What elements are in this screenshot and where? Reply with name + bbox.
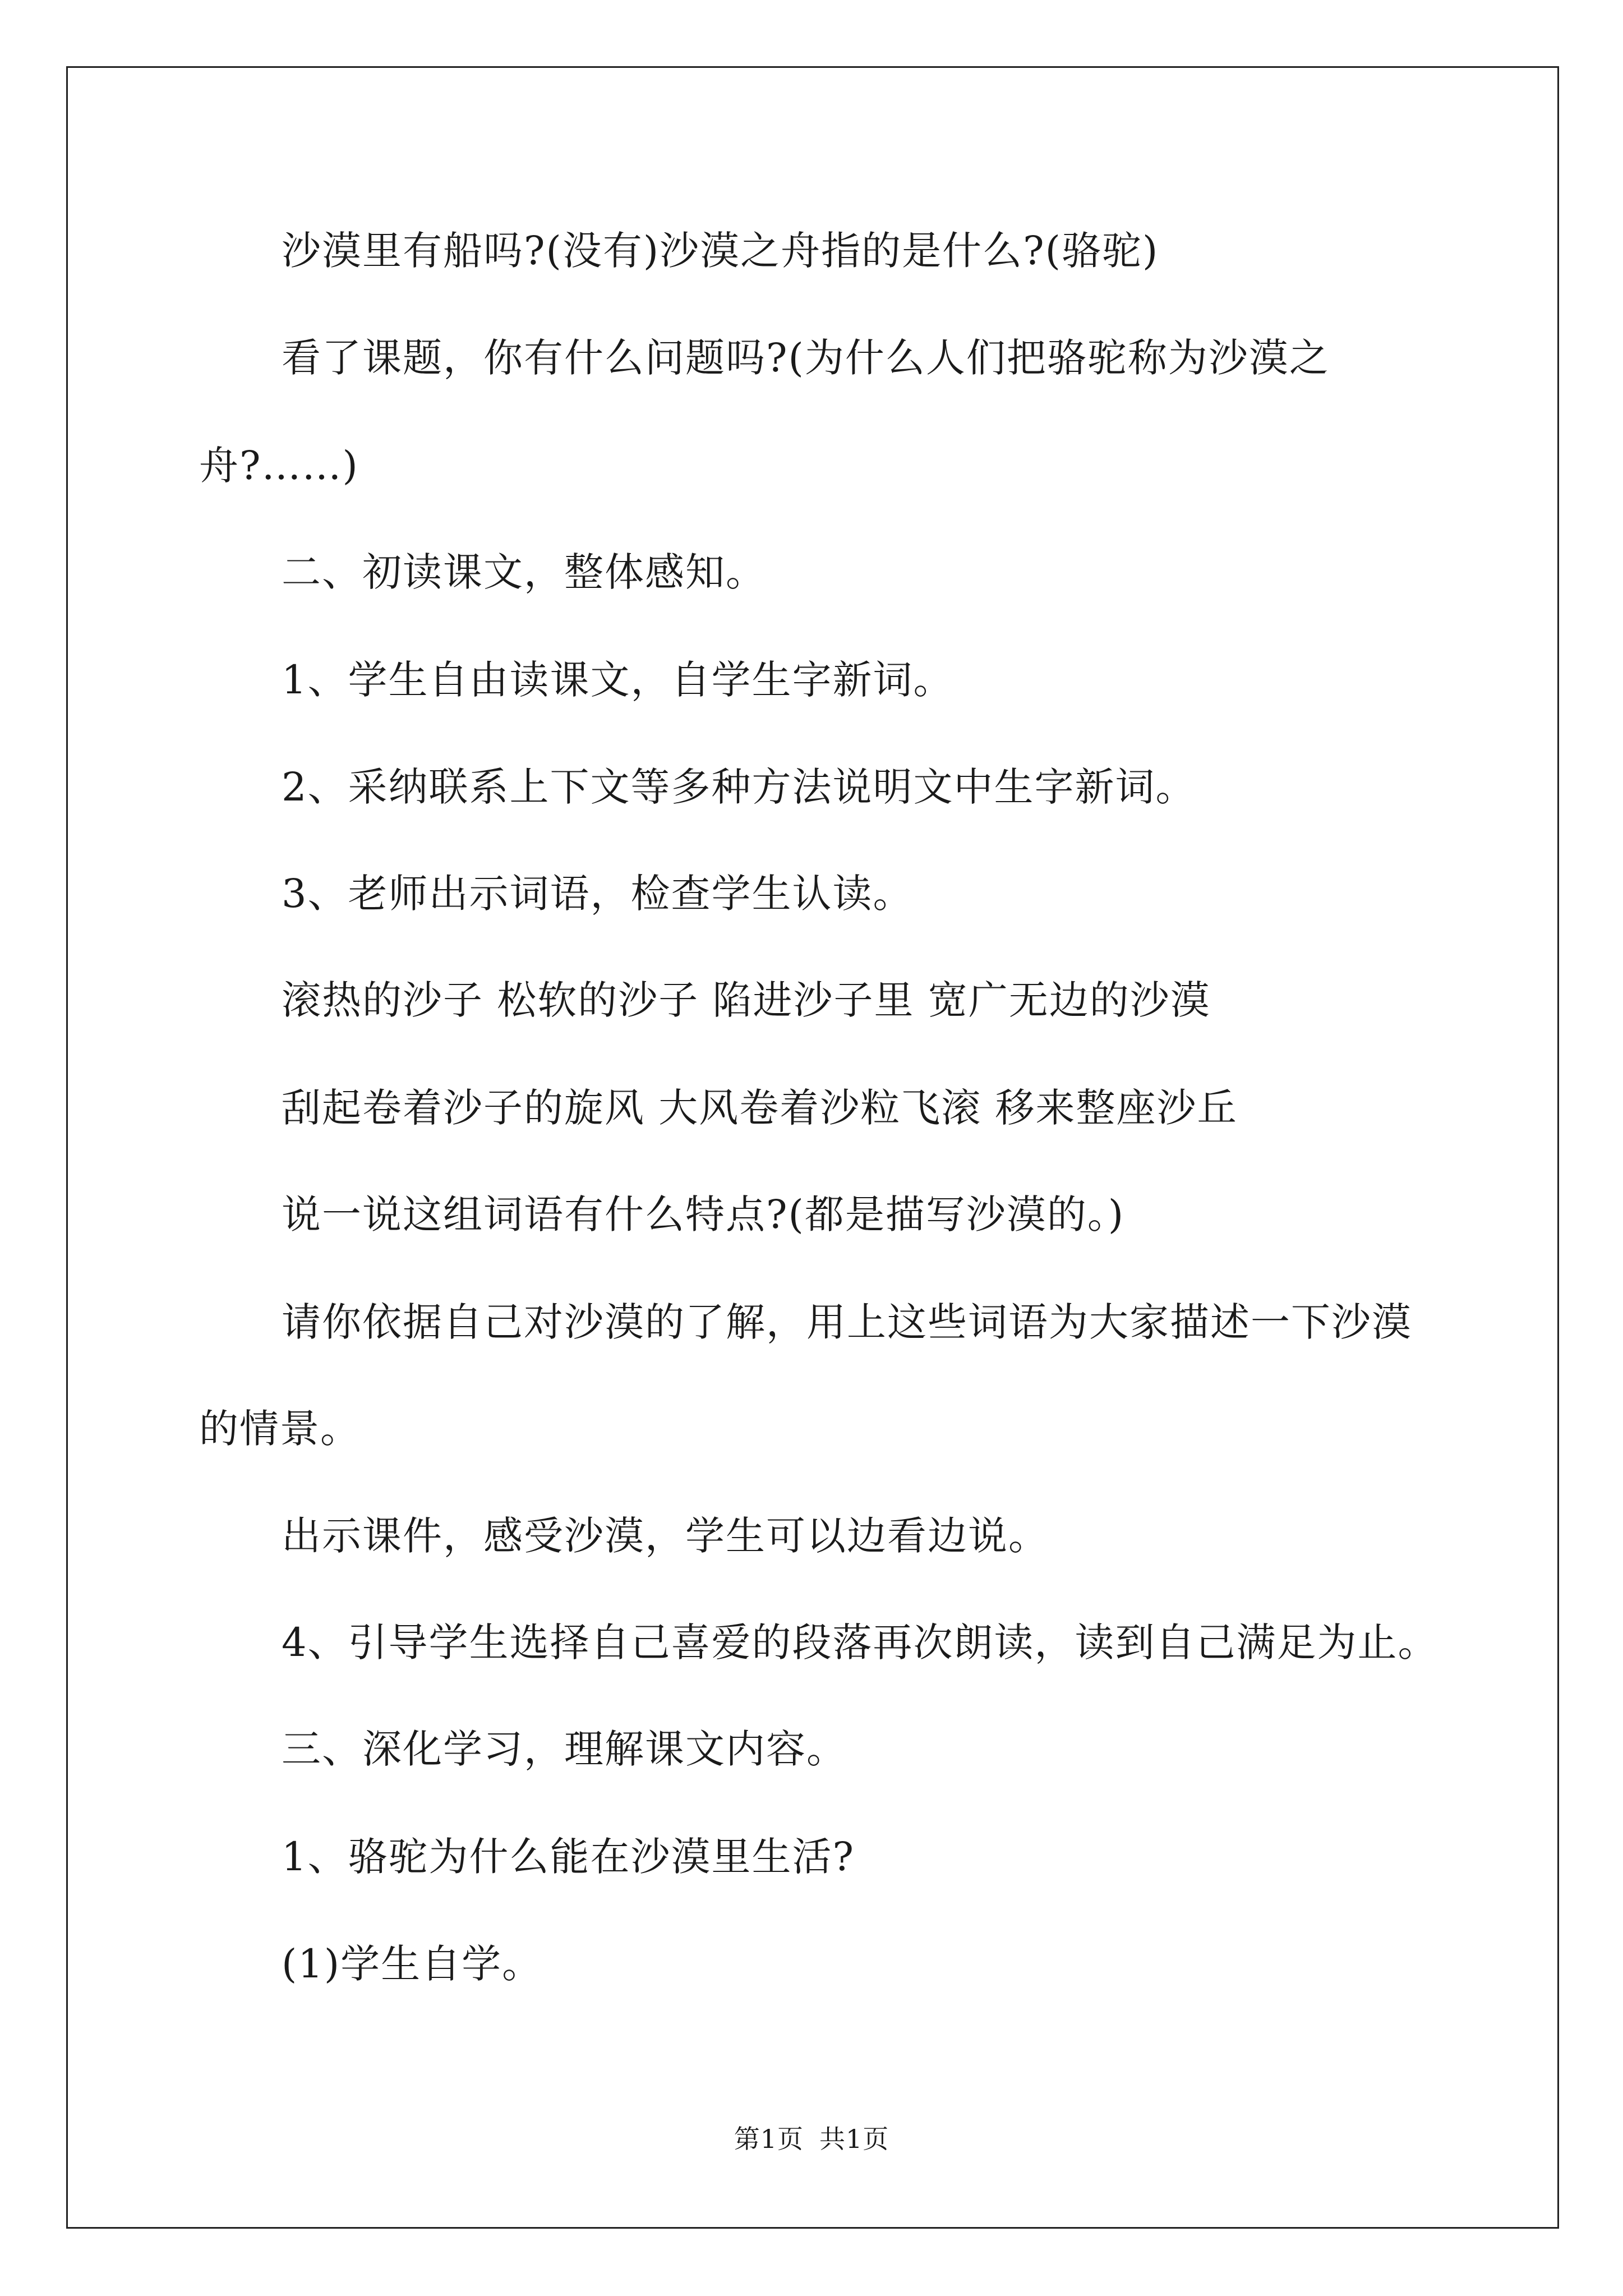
text-line: 出示课件，感受沙漠，学生可以边看边说。 — [282, 1513, 1049, 1559]
section-heading: 二、初读课文，整体感知。 — [282, 549, 766, 595]
text-line: 1、学生自由读课文，自学生字新词。 — [282, 657, 954, 703]
text-line: 3、老师出示词语，检查学生认读。 — [282, 871, 914, 917]
text-line: 4、引导学生选择自己喜爱的段落再次朗读，读到自己满足为止。 — [282, 1619, 1438, 1665]
page-border — [66, 66, 1559, 2229]
page-number: 第1页 — [734, 2124, 804, 2154]
text-line: (1)学生自学。 — [282, 1941, 543, 1987]
text-line: 舟?……) — [199, 443, 359, 489]
text-line: 滚热的沙子 松软的沙子 陷进沙子里 宽广无边的沙漠 — [282, 977, 1211, 1023]
text-line: 1、骆驼为什么能在沙漠里生活? — [282, 1834, 855, 1880]
page-footer — [0, 2126, 1623, 2152]
text-line: 2、采纳联系上下文等多种方法说明文中生字新词。 — [282, 764, 1196, 810]
page-total: 共1页 — [819, 2124, 889, 2154]
section-heading: 三、深化学习，理解课文内容。 — [282, 1726, 847, 1772]
text-line: 的情景。 — [199, 1406, 361, 1452]
text-line: 刮起卷着沙子的旋风 大风卷着沙粒飞滚 移来整座沙丘 — [282, 1085, 1238, 1131]
text-line: 看了课题，你有什么问题吗?(为什么人们把骆驼称为沙漠之 — [282, 335, 1330, 381]
text-line: 请你依据自己对沙漠的了解，用上这些词语为大家描述一下沙漠 — [282, 1299, 1412, 1345]
text-line: 沙漠里有船吗?(没有)沙漠之舟指的是什么?(骆驼) — [282, 228, 1159, 274]
text-line: 说一说这组词语有什么特点?(都是描写沙漠的。) — [282, 1191, 1125, 1237]
